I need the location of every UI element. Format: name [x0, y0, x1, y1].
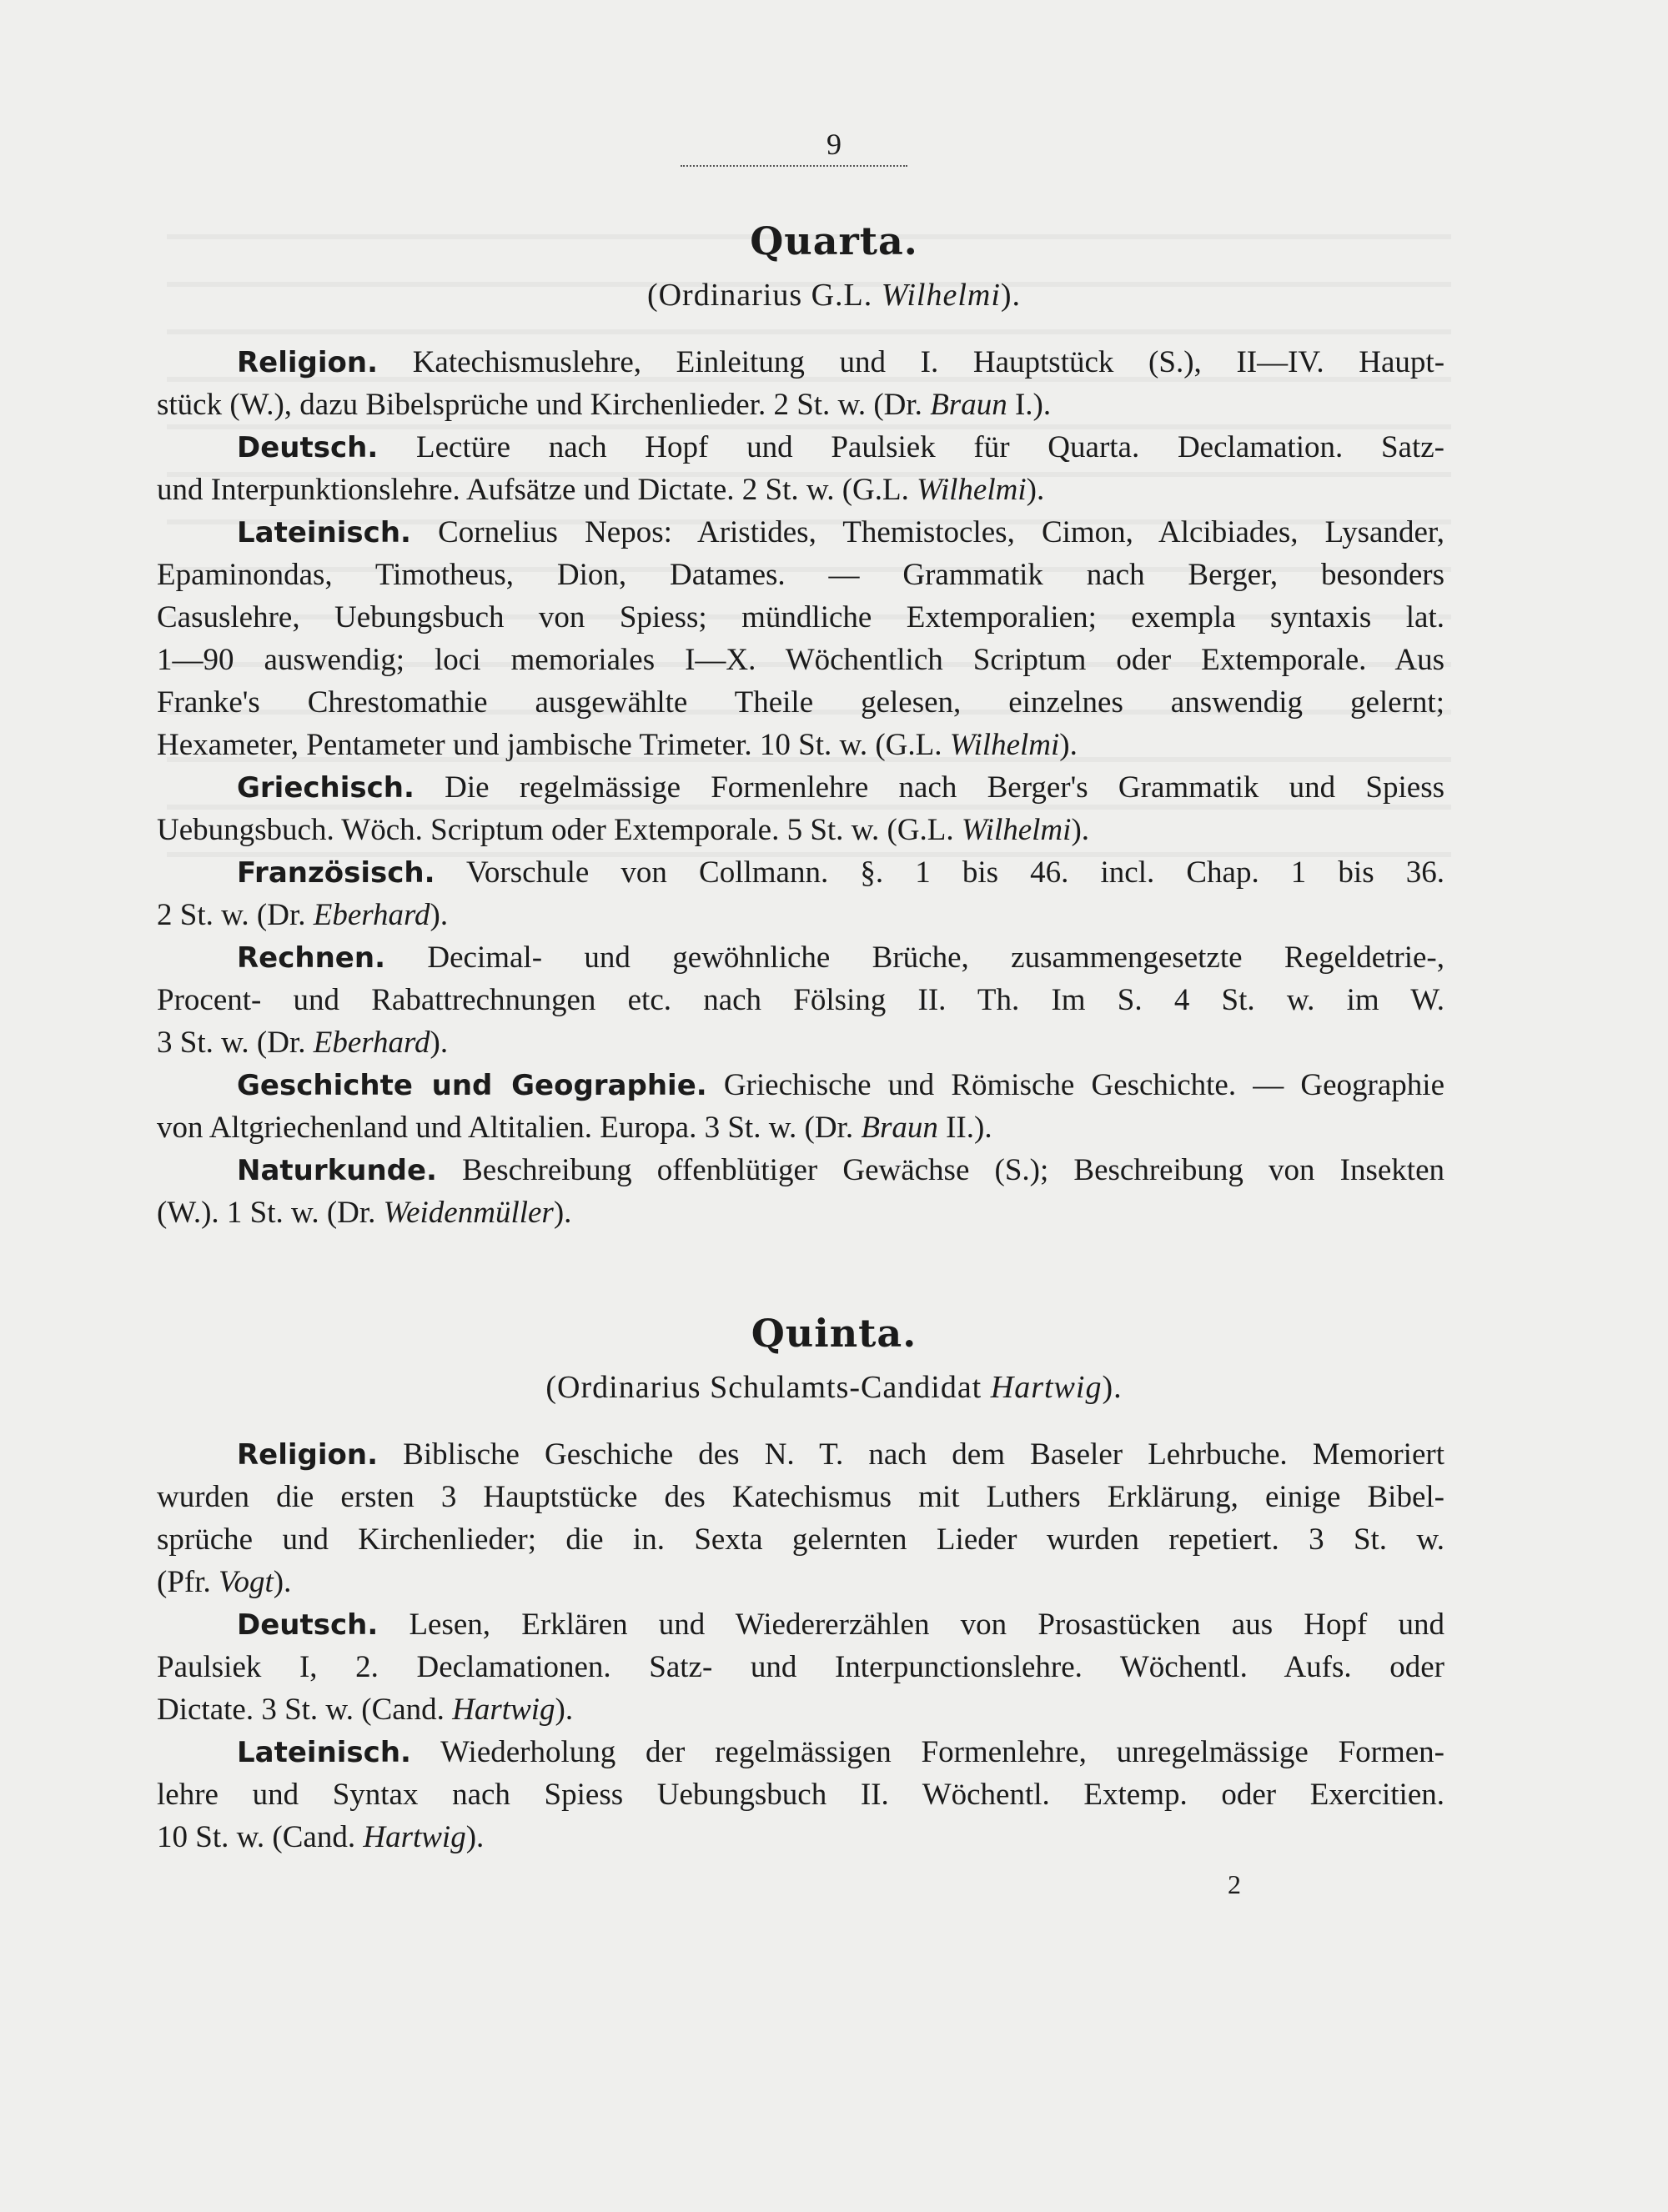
paragraph-quarta-griechisch: Griechisch. Die regelmässige Formenlehre nach Berger's Grammatik und Spiess Uebungsbuch. Wöch. Scriptum oder Extemporale. 5 St. w. (G.L. Wilhelmi). — [157, 770, 1445, 847]
subject-label: Griechisch. — [237, 771, 414, 805]
paragraph-quarta-franzoesisch: Französisch. Vorschule von Collmann. §. 1 bis 46. incl. Chap. 1 bis 36. 2 St. w. (Dr. Eberhard). — [157, 855, 1444, 932]
subject-label: Religion. — [237, 1438, 379, 1472]
subject-label: Lateinisch. — [237, 1736, 411, 1769]
paragraph-quarta-naturkunde: Naturkunde. Beschreibung offenblütiger Gewächse (S.); Beschreibung von Insekten (W.). 1 St. w. (Dr. Weidenmüller). — [157, 1153, 1445, 1230]
paragraph-quarta-lateinisch: Lateinisch. Cornelius Nepos: Aristides, Themistocles, Cimon, Alcibiades, Lysander, Epaminondas, Timotheus, Dion, Datames. — Grammatik nach Berger, besonders Casuslehre, Uebungsbuch von Spiess; mündliche Extemporalien; exempla syntaxis lat. 1—90 auswendig; loci memoriales I—X. Wöchentlich Scriptum oder Extemporale. Aus Franke's Chrestomathie ausgewählte Theile gelesen, einzelnes answendig gelernt; Hexameter, Pentameter und jambische Trimeter. 10 St. w. (G.L. Wilhelmi). — [157, 515, 1444, 762]
subject-label: Geschichte und Geographie. — [237, 1069, 707, 1102]
subject-label: Naturkunde. — [237, 1154, 437, 1187]
subject-label: Lateinisch. — [237, 516, 411, 549]
section-title-quarta: Quarta. — [750, 218, 918, 263]
paragraph-quarta-religion: Religion. Katechismuslehre, Einleitung und I. Hauptstück (S.), II—IV. Haupt- stück (W.), dazu Bibelsprüche und Kirchenlieder. 2 St. w. (Dr. Braun I.). — [157, 345, 1445, 422]
paragraph-quinta-deutsch: Deutsch. Lesen, Erklären und Wiedererzählen von Prosastücken aus Hopf und Paulsiek I, 2. Declamationen. Satz- und Interpunctionslehre. Wöchentl. Aufs. oder Dictate. 3 St. w. (Cand. Hartwig). — [157, 1608, 1445, 1727]
subject-label: Religion. — [237, 346, 379, 379]
signature-mark: 2 — [1228, 1869, 1241, 1899]
page-number: 9 — [826, 128, 842, 161]
paragraph-quarta-deutsch: Deutsch. Lectüre nach Hopf und Paulsiek für Quarta. Declamation. Satz- und Interpunktionslehre. Aufsätze und Dictate. 2 St. w. (G.L. Wilhelmi). — [157, 430, 1445, 507]
paragraph-quarta-geschichte: Geschichte und Geographie. Griechische und Römische Geschichte. — Geographie von Altgriechenland und Altitalien. Europa. 3 St. w. (Dr. Braun II.). — [157, 1068, 1444, 1145]
paragraph-quinta-lateinisch: Lateinisch. Wiederholung der regelmässigen Formenlehre, unregelmässige Formen- lehre und Syntax nach Spiess Uebungsbuch II. Wöchentl. Extemp. oder Exercitien. 10 St. w. (Cand. Hartwig). — [157, 1735, 1444, 1854]
page-number-rule — [681, 165, 907, 167]
subject-label: Deutsch. — [237, 1608, 379, 1642]
section-subtitle-quinta: (Ordinarius Schulamts-Candidat Hartwig). — [545, 1370, 1123, 1405]
subject-label: Französisch. — [237, 856, 435, 890]
subject-label: Deutsch. — [237, 431, 379, 464]
section-subtitle-quarta: (Ordinarius G.L. Wilhelmi). — [646, 278, 1022, 313]
paragraph-quinta-religion: Religion. Biblische Geschiche des N. T. nach dem Baseler Lehrbuche. Memoriert wurden die ersten 3 Hauptstücke des Katechismus mit Luthers Erklärung, einige Bibel- sprüche und Kirchenlieder; die in. Sexta gelernten Lieder wurden repetiert. 3 St. w. (Pfr. Vogt). — [157, 1437, 1444, 1599]
subject-label: Rechnen. — [237, 941, 385, 975]
section-title-quinta: Quinta. — [751, 1311, 917, 1356]
paragraph-quarta-rechnen: Rechnen. Decimal- und gewöhnliche Brüche, zusammengesetzte Regeldetrie-, Procent- und Rabattrechnungen etc. nach Fölsing II. Th. Im S. 4 St. w. im W. 3 St. w. (Dr. Eberhard). — [157, 940, 1445, 1060]
